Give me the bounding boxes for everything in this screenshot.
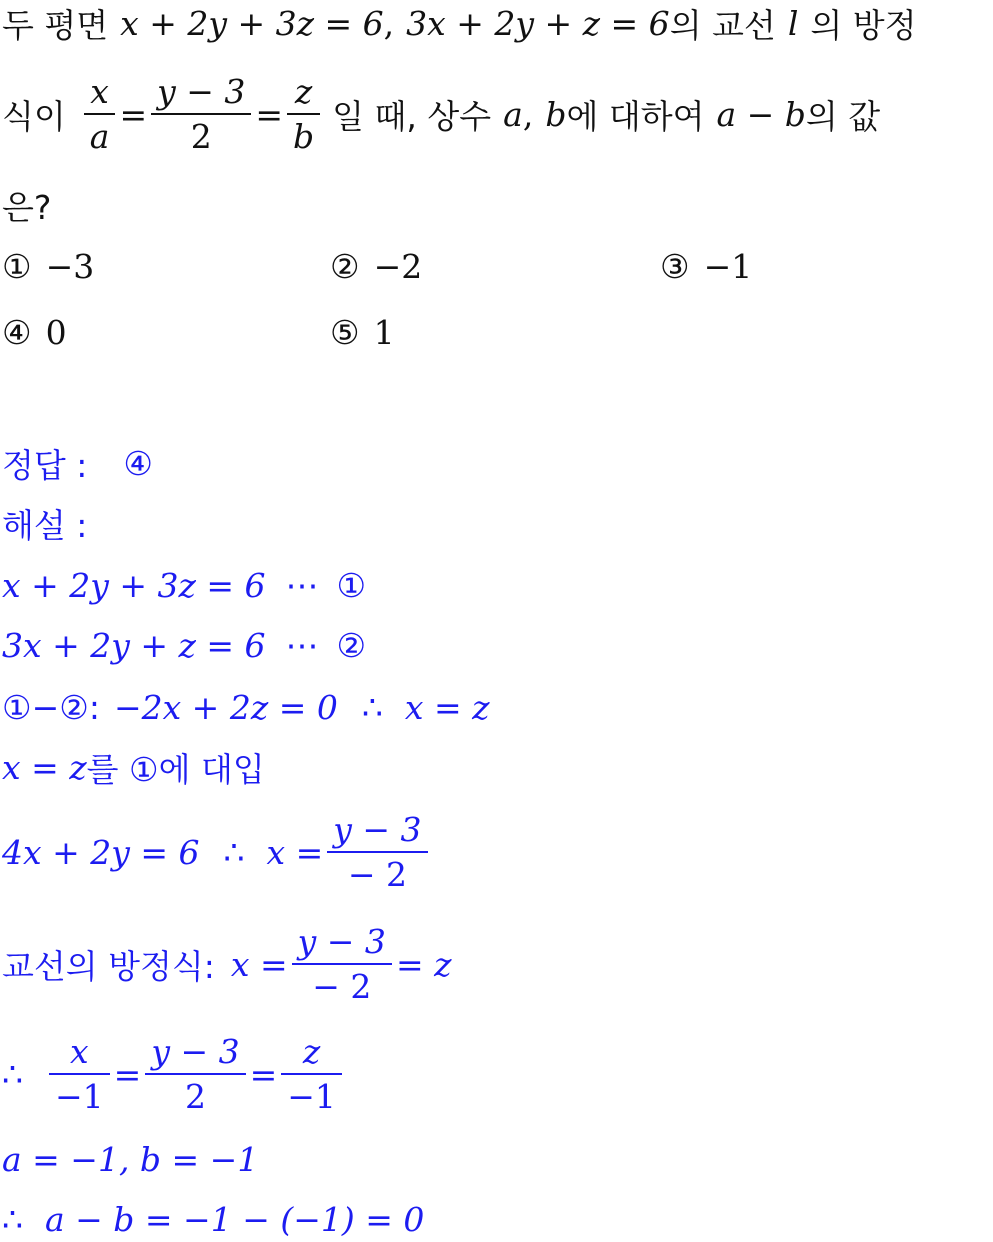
fraction-denominator: 2 [190,117,212,156]
equation: x = [230,944,288,984]
fraction [292,922,392,1006]
fraction-denominator: 2 [184,1077,206,1116]
fraction-numerator: x [70,1032,89,1071]
question-text: 의 방정 [810,5,917,45]
explanation-label-line [2,500,87,546]
explanation-step-8 [2,1136,258,1182]
choice-4[interactable] [2,313,67,352]
question-line-3 [2,182,51,228]
fraction-numerator: x [90,72,109,111]
fraction-x-over-a [84,72,116,156]
fraction-denominator: b [293,117,315,156]
fraction-numerator: y − 3 [151,1032,240,1071]
question-text: 의 값 [805,96,881,136]
explanation-step-4 [2,744,265,790]
choice-5[interactable] [330,313,395,352]
fraction-denominator: −1 [55,1077,104,1116]
answer-value: ④ [123,443,153,483]
choice-2[interactable] [330,247,422,286]
choice-1[interactable] [2,247,94,286]
fraction-denominator: a [89,117,110,156]
question-text: 두 평면 [2,5,109,45]
question-text: 은? [2,187,52,227]
question-line-2 [2,66,880,162]
fraction [281,1032,342,1116]
fraction-y-minus-3-over-2 [151,72,251,156]
explanation-step-2 [2,622,366,668]
question-text: 일 때, 상수 [332,96,492,136]
question-text: 식이 [2,96,66,136]
therefore-symbol: ∴ [2,1199,23,1239]
equation: x = [266,832,324,872]
constant-b: b [545,94,567,134]
choice-value: 1 [373,313,395,352]
choice-marker: ④ [2,313,32,352]
choice-value: −2 [373,247,423,286]
equation: = z [395,944,452,984]
therefore-symbol: ∴ [223,832,245,872]
plane-equation-1: x + 2y + 3z = 6 [120,3,384,43]
fraction-numerator: z [294,72,313,111]
equation: a = −1, b = −1 [2,1139,259,1179]
fraction-denominator: − 2 [347,855,407,894]
plane-equation-2: 3x + 2y + z = 6 [406,3,670,43]
equals-sign: = [249,1054,278,1094]
explanation-step-6 [2,918,451,1010]
comma: , [522,94,534,134]
therefore-symbol: ∴ [2,1054,23,1094]
step-prefix: ①−②: [2,687,100,727]
ellipsis: ⋯ [285,565,319,605]
equation: x = z [2,747,87,787]
choice-marker: ⑤ [330,313,360,352]
fraction [327,810,427,894]
equation: −2x + 2z = 0 [113,687,338,727]
equation-tag: ② [336,625,367,665]
choice-value: 0 [45,313,67,352]
fraction-denominator: − 2 [312,967,372,1006]
step-text: 교선의 방정식: [2,946,215,986]
choice-marker: ② [330,247,360,286]
fraction-z-over-b [287,72,320,156]
equation: x = z [404,687,490,727]
fraction-numerator: y − 3 [297,922,386,961]
equation: x + 2y + 3z = 6 [2,565,266,605]
a-minus-b: a − b [716,94,806,134]
equals-sign: = [113,1054,142,1094]
equation: a − b = −1 − (−1) = 0 [45,1199,425,1239]
ellipsis: ⋯ [285,625,319,665]
step-text: 를 ①에 대입 [86,749,265,789]
equation: 4x + 2y = 6 [2,832,200,872]
therefore-symbol: ∴ [361,687,383,727]
answer-line [2,440,153,486]
choice-3[interactable] [660,247,752,286]
fraction [145,1032,245,1116]
constant-a: a [503,94,523,134]
fraction-numerator: y − 3 [157,72,246,111]
explanation-step-1 [2,562,366,608]
choice-marker: ③ [660,247,690,286]
explanation-step-9 [2,1196,424,1242]
fraction-numerator: y − 3 [333,810,422,849]
question-line-1 [2,0,917,46]
choice-value: −3 [45,247,95,286]
comma: , [383,3,395,43]
explanation-step-7 [2,1028,346,1120]
fraction [49,1032,110,1116]
equation-tag: ① [336,565,367,605]
line-symbol: l [787,3,799,43]
explanation-label: 해설 : [2,505,88,545]
fraction-numerator: z [302,1032,321,1071]
equation: 3x + 2y + z = 6 [2,625,266,665]
equals-sign: = [119,94,148,134]
question-text: 에 대하여 [566,96,705,136]
explanation-step-5 [2,806,432,898]
explanation-step-3 [2,684,489,730]
fraction-denominator: −1 [287,1077,336,1116]
question-text: 의 교선 [669,5,776,45]
choice-value: −1 [703,247,753,286]
choice-marker: ① [2,247,32,286]
answer-label: 정답 : [2,445,88,485]
equals-sign: = [255,94,284,134]
